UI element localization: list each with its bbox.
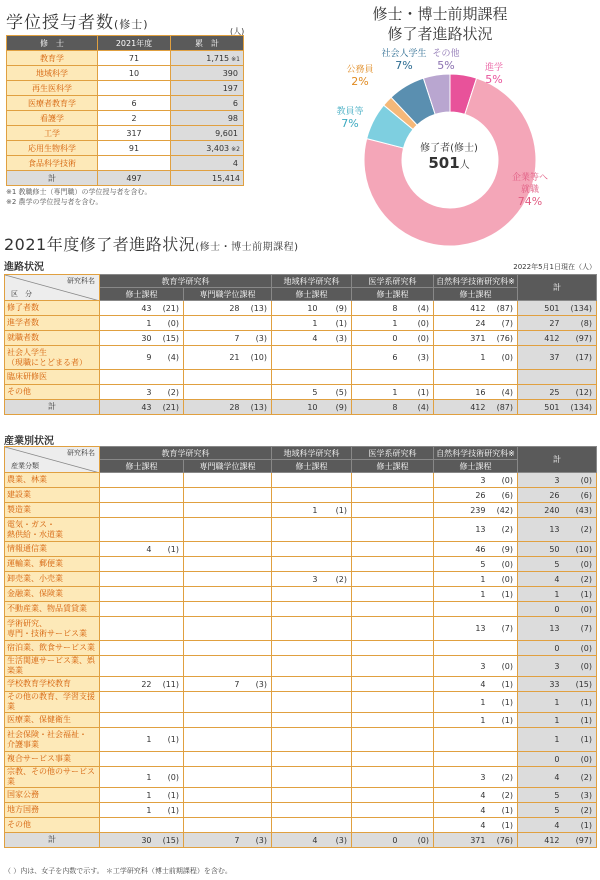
degree-row: 応用生物科学 91 3,403 ※2 bbox=[7, 141, 244, 156]
degree-note-2: ※2 農学の学位授与者を含む。 bbox=[6, 198, 103, 206]
degree-row: 再生医科学 197 bbox=[7, 81, 244, 96]
degree-table-header: 修 士 2021年度 累 計 bbox=[7, 36, 244, 51]
table-row: 生活関連サービス業、娯楽業 3 (0) 3 (0) bbox=[5, 656, 597, 677]
table-row: 社会人学生 （現職にとどまる者） 9 (4) 21 (10) 6 (3) 1 (0) 37 (17) bbox=[5, 346, 597, 370]
table-row: 情報通信業 4 (1) 46 (9) 50 (10) bbox=[5, 542, 597, 557]
degree-total-row: 計 497 15,414 bbox=[7, 171, 244, 186]
donut-center: 修了者(修士) 501人 bbox=[420, 143, 478, 172]
table-row: 金融業、保険業 1 (1) 1 (1) bbox=[5, 587, 597, 602]
footnote: （ ）内は、女子を内数で示す。 ＊工学研究科（博士前期課程）を含む。 bbox=[4, 867, 232, 875]
table-row: その他 4 (1) 4 (1) bbox=[5, 818, 597, 833]
industry-status-heading: 産業別状況 bbox=[4, 436, 54, 447]
degree-row: 教育学 71 1,715 ※1 bbox=[7, 51, 244, 66]
table-row: 運輸業、郵便業 5 (0) 5 (0) bbox=[5, 557, 597, 572]
table-row: 農業、林業 3 (0) 3 (0) bbox=[5, 473, 597, 488]
as-of-date: 2022年5月1日現在（人） bbox=[513, 263, 596, 271]
industry-status-table: 研究科名 産業分類 教育学研究科 地域科学研究科 医学系研究科 自然科学技術研究科※ 計 修士課程 専門職学位課程 修士課程 修士課程 修士課程 農業、林業 3 (0) 3 (0) 建設業 26 (6) 26 (6) 製造業 1 (1) 239 (42) 240 (43) 電気・ガス・ 熱供給・水道業 13 (2) 13 (2) 情報通信業 4 (1) 46 (9) 50 (10) 運輸業、郵便業 5 (0) 5 (0) 卸売業、小売業 3 (2) 1 (0) 4 (2) 金融業、保険業 1 (1) 1 (1) 不動産業、物品賃貸業 0 (0) 学術研究、 専門・技術サービス業 13 (7) 13 (7) 宿泊業、飲食サービス業 0 (0) 生活関連サービス業、娯楽業 3 (0) 3 (0) 学校教育学校教育 22 (11) 7 (3) 4 (1) 33 (15) その他の教育、学習支援業 1 (1) 1 (1) 医療業、保健衛生 1 (1) 1 (1) 社会保険・社会福祉・ 介護事業 1 (1) 1 (1) 複合サービス事業 0 (0) 宗教、その他のサービス業 1 (0) 3 (2) 4 (2) 国家公務 1 (1) 4 (2) 5 (3) 地方国務 1 (1) 4 (1) 5 (2) その他 4 (1) 4 (1) 計 30 (15) 7 (3) 4 (3) 0 (0) 371 (76) 412 (97) bbox=[4, 446, 597, 848]
slice-label-teacher: 教員等 7% bbox=[336, 107, 364, 130]
table-row: 製造業 1 (1) 239 (42) 240 (43) bbox=[5, 503, 597, 518]
slice-label-advance: 進学 5% bbox=[484, 63, 503, 86]
table-row: 卸売業、小売業 3 (2) 1 (0) 4 (2) bbox=[5, 572, 597, 587]
table-row: 学術研究、 専門・技術サービス業 13 (7) 13 (7) bbox=[5, 617, 597, 641]
table-row: その他 3 (2) 5 (5) 1 (1) 16 (4) 25 (12) bbox=[5, 385, 597, 400]
career-section-title: 2021年度修了者進路状況(修士・博士前期課程) bbox=[4, 235, 299, 254]
degree-note-1: ※1 教職修士（専門職）の学位授与者を含む。 bbox=[6, 188, 152, 196]
degree-row: 地域科学 10 390 bbox=[7, 66, 244, 81]
table-row: 医療業、保健衛生 1 (1) 1 (1) bbox=[5, 713, 597, 728]
table-row: 建設業 26 (6) 26 (6) bbox=[5, 488, 597, 503]
table-row: 修了者数 43 (21) 28 (13) 10 (9) 8 (4) 412 (87) 501 (134) bbox=[5, 301, 597, 316]
corner-cell: 研究科名 区 分 bbox=[5, 275, 100, 301]
degree-row: 医療者教育学 6 6 bbox=[7, 96, 244, 111]
career-status-table: 研究科名 区 分 教育学研究科 地域科学研究科 医学系研究科 自然科学技術研究科※ 計 修士課程 専門職学位課程 修士課程 修士課程 修士課程 修了者数 43 (21) 28 (13) 10 (9) 8 (4) 412 (87) 501 (134) 進学者数 1 (0) 1 (1) 1 (0) 24 (7) 27 (8) 就職者数 30 (15) 7 (3) 4 (3) 0 (0) 371 (76) 412 (97) 社会人学生 （現職にとどまる者） 9 (4) 21 (10) 6 (3) 1 (0) 37 (17) 臨床研修医 その他 3 (2) 5 (5) 1 (1) 16 (4) 25 (12) 計 43 (21) 28 (13) 10 (9) 8 (4) 412 (87) 501 (134) bbox=[4, 274, 597, 415]
table-row: 宿泊業、飲食サービス業 0 (0) bbox=[5, 641, 597, 656]
table-row: 学校教育学校教育 22 (11) 7 (3) 4 (1) 33 (15) bbox=[5, 677, 597, 692]
degree-table bbox=[6, 35, 244, 186]
table-row: 就職者数 30 (15) 7 (3) 4 (3) 0 (0) 371 (76) 412 (97) bbox=[5, 331, 597, 346]
table-row: 進学者数 1 (0) 1 (1) 1 (0) 24 (7) 27 (8) bbox=[5, 316, 597, 331]
corner-cell: 研究科名 産業分類 bbox=[5, 447, 100, 473]
degree-section-title: 学位授与者数(修士) bbox=[6, 13, 149, 33]
table-row: 社会保険・社会福祉・ 介護事業 1 (1) 1 (1) bbox=[5, 728, 597, 752]
table-row: その他の教育、学習支援業 1 (1) 1 (1) bbox=[5, 692, 597, 713]
table-row: 国家公務 1 (1) 4 (2) 5 (3) bbox=[5, 788, 597, 803]
total-row: 計 30 (15) 7 (3) 4 (3) 0 (0) 371 (76) 412 (97) bbox=[5, 833, 597, 848]
degree-row: 食品科学技術 4 bbox=[7, 156, 244, 171]
total-row: 計 43 (21) 28 (13) 10 (9) 8 (4) 412 (87) 501 (134) bbox=[5, 400, 597, 415]
table-row: 複合サービス事業 0 (0) bbox=[5, 752, 597, 767]
donut-title: 修士・博士前期課程 修了者進路状況 bbox=[372, 5, 508, 43]
unit-label: (人) bbox=[230, 27, 245, 36]
table-row: 不動産業、物品賃貸業 0 (0) bbox=[5, 602, 597, 617]
slice-label-other: その他 5% bbox=[432, 49, 460, 72]
career-status-heading: 進路状況 bbox=[4, 262, 44, 273]
slice-label-civil: 公務員 2% bbox=[346, 65, 374, 88]
table-row: 臨床研修医 bbox=[5, 370, 597, 385]
degree-row: 看護学 2 98 bbox=[7, 111, 244, 126]
table-row: 地方国務 1 (1) 4 (1) 5 (2) bbox=[5, 803, 597, 818]
table-row: 電気・ガス・ 熱供給・水道業 13 (2) 13 (2) bbox=[5, 518, 597, 542]
degree-row: 工学 317 9,601 bbox=[7, 126, 244, 141]
table-row: 宗教、その他のサービス業 1 (0) 3 (2) 4 (2) bbox=[5, 767, 597, 788]
slice-label-social-student: 社会人学生 7% bbox=[381, 49, 427, 72]
slice-label-company: 企業等へ 就職 74% bbox=[511, 173, 548, 208]
